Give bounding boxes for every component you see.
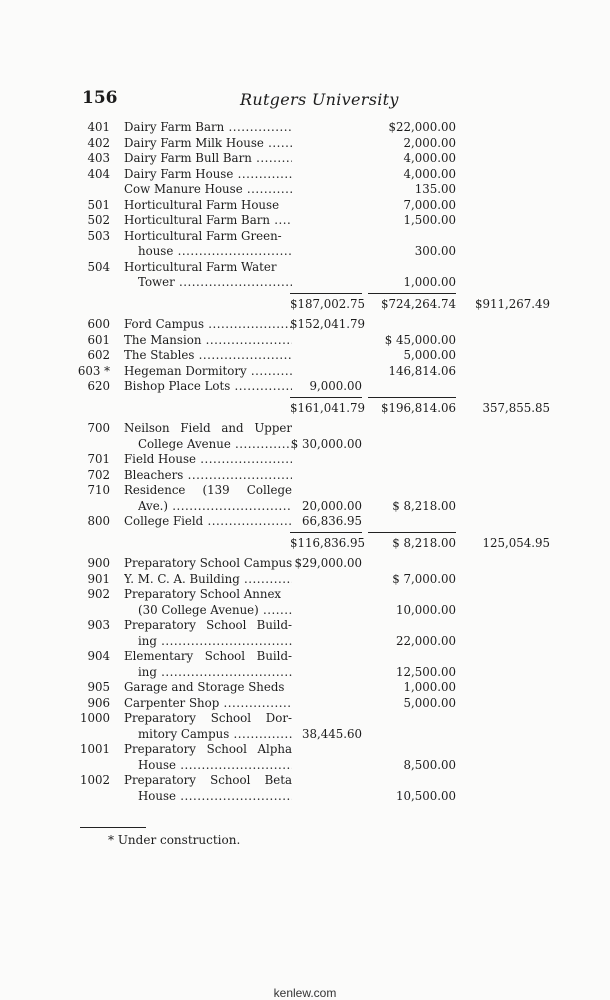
ledger-row: [0, 789, 610, 805]
ledger-row: [0, 151, 610, 167]
rule-line: [368, 532, 456, 534]
rule-line: [290, 293, 362, 295]
item-number: 403: [87, 151, 110, 165]
item-description: Preparatory School Annex: [124, 587, 282, 601]
item-description: Dairy Farm Bull Barn .....: [124, 151, 292, 167]
ledger-row: [0, 421, 610, 437]
item-description: Carpenter Shop .....: [124, 696, 292, 712]
item-description: Residence (139 College: [124, 483, 292, 497]
ledger-row: [0, 120, 610, 136]
item-description: Dairy Farm House .....: [124, 167, 292, 183]
ledger-row: [0, 587, 610, 603]
ledger-row: [0, 275, 610, 291]
ledger-row: [0, 680, 610, 696]
ledger-row: [0, 665, 610, 681]
amount-col-2: 12,500.00: [395, 664, 456, 679]
item-description: ing .....: [138, 665, 292, 681]
rule-line: [290, 532, 362, 534]
item-description: The Stables .....: [124, 348, 292, 364]
item-description: Y. M. C. A. Building .....: [124, 572, 292, 588]
item-number: 701: [87, 452, 110, 466]
ledger-row: [0, 348, 610, 364]
amount-col-2: 8,500.00: [403, 757, 456, 772]
item-description: ing .....: [138, 634, 292, 650]
ledger-row: [0, 773, 610, 789]
item-number: 502: [87, 213, 110, 227]
item-number: 503: [87, 228, 110, 243]
item-description: Preparatory School Campus: [124, 556, 292, 570]
item-description: Dairy Farm Barn .....: [124, 120, 292, 136]
amount-col-2: 300.00: [414, 244, 456, 258]
item-number: 620: [87, 379, 110, 393]
running-head: Rutgers University: [240, 90, 399, 109]
item-description: house .....: [138, 244, 292, 260]
item-description: Ford Campus .....: [124, 317, 292, 333]
item-description: College Avenue .....: [138, 437, 292, 453]
amount-col-2: 135.00: [414, 182, 456, 196]
item-description: mitory Campus .....: [138, 727, 292, 743]
ledger-row: [0, 379, 610, 395]
item-description: Preparatory School Alpha: [124, 742, 292, 756]
ledger-row: [0, 483, 610, 499]
ledger-row: [0, 452, 610, 468]
item-number: 702: [87, 467, 110, 482]
ledger-row: [0, 758, 610, 774]
item-description: Preparatory School Beta: [124, 773, 292, 787]
ledger-row: [0, 696, 610, 712]
amount-col-2: $ 7,000.00: [392, 571, 456, 586]
ledger-row: [0, 572, 610, 588]
amount-col-1: 9,000.00: [309, 379, 362, 393]
item-description: (30 College Avenue) .....: [138, 603, 292, 619]
amount-col-2: 4,000.00: [403, 166, 456, 181]
amount-col-2: 10,000.00: [395, 602, 456, 617]
amount-col-3: $911,267.49: [474, 296, 550, 311]
item-description: Horticultural Farm Water: [124, 259, 277, 274]
amount-col-1: $ 30,000.00: [290, 436, 362, 451]
item-description: Field House .....: [124, 452, 292, 468]
subtotal-row: [0, 297, 610, 313]
amount-col-1: $187,002.75: [290, 296, 366, 311]
item-number: 905: [87, 680, 110, 694]
amount-col-2: 5,000.00: [403, 348, 456, 362]
item-number: 601: [87, 332, 110, 347]
ledger-row: [0, 556, 610, 572]
amount-col-2: 22,000.00: [395, 633, 456, 648]
item-description: House .....: [138, 789, 292, 805]
rule-line: [290, 397, 362, 399]
amount-col-1: 20,000.00: [301, 498, 362, 513]
item-description: Cow Manure House .....: [124, 182, 292, 198]
amount-col-1: $161,041.79: [290, 400, 366, 415]
ledger-row: [0, 260, 610, 276]
subtotal-row: [0, 536, 610, 552]
rule-line: [368, 293, 456, 295]
ledger-row: [0, 649, 610, 665]
item-description: Neilson Field and Upper: [124, 421, 292, 435]
amount-col-2: 1,000.00: [403, 680, 456, 694]
amount-col-2: $ 45,000.00: [384, 332, 456, 347]
item-description: Elementary School Build-: [124, 649, 292, 663]
item-description: Bleachers .....: [124, 468, 292, 484]
item-description: Garage and Storage Sheds: [124, 680, 285, 694]
ledger-row: [0, 198, 610, 214]
item-description: Dairy Farm Milk House .....: [124, 136, 292, 152]
item-number: 603 *: [77, 363, 110, 378]
ledger-row: [0, 468, 610, 484]
item-number: 900: [87, 556, 110, 570]
ledger-row: [0, 603, 610, 619]
item-number: 1000: [79, 711, 110, 725]
amount-col-2: 2,000.00: [403, 135, 456, 150]
amount-col-2: 7,000.00: [403, 197, 456, 212]
item-number: 402: [87, 135, 110, 150]
item-number: 710: [87, 483, 110, 497]
amount-col-3: 125,054.95: [482, 535, 550, 550]
amount-col-1: $29,000.00: [294, 556, 362, 570]
amount-col-2: $724,264.74: [380, 296, 456, 311]
amount-col-2: $ 8,218.00: [392, 498, 456, 513]
item-description: House .....: [138, 758, 292, 774]
footnote: * Under construction.: [108, 833, 241, 847]
item-description: Horticultural Farm House: [124, 197, 280, 212]
ledger-row: [0, 364, 610, 380]
item-description: College Field .....: [124, 514, 292, 530]
ledger-row: [0, 437, 610, 453]
item-description: Horticultural Farm Barn .....: [124, 213, 292, 229]
ledger-row: [0, 317, 610, 333]
ledger-row: [0, 167, 610, 183]
watermark: kenlew.com: [273, 986, 337, 1000]
item-description: The Mansion .....: [124, 333, 292, 349]
page-number: 156: [82, 88, 118, 108]
page-header: [0, 88, 610, 112]
amount-col-3: 357,855.85: [482, 400, 550, 415]
item-number: 504: [87, 259, 110, 274]
item-number: 1001: [79, 742, 110, 756]
item-description: Hegeman Dormitory .....: [124, 364, 292, 380]
ledger-row: [0, 727, 610, 743]
ledger-row: [0, 333, 610, 349]
amount-col-1: 38,445.60: [301, 726, 362, 741]
item-number: 700: [87, 421, 110, 435]
amount-col-1: 66,836.95: [301, 514, 362, 528]
item-number: 600: [87, 317, 110, 331]
item-number: 404: [87, 166, 110, 181]
ledger-row: [0, 634, 610, 650]
item-number: 501: [87, 197, 110, 212]
footnote-rule: [80, 827, 146, 828]
ledger-row: [0, 711, 610, 727]
item-number: 902: [87, 587, 110, 601]
ledger-row: [0, 182, 610, 198]
ledger-row: [0, 213, 610, 229]
item-description: Bishop Place Lots .....: [124, 379, 292, 395]
item-number: 903: [87, 618, 110, 632]
amount-col-1: $116,836.95: [290, 535, 366, 550]
item-description: Ave.) .....: [138, 499, 292, 515]
amount-col-2: $ 8,218.00: [392, 535, 456, 550]
amount-col-2: 5,000.00: [403, 695, 456, 710]
ledger-row: [0, 618, 610, 634]
item-description: Preparatory School Build-: [124, 618, 292, 632]
item-number: 1002: [79, 773, 110, 787]
item-description: Horticultural Farm Green-: [124, 228, 282, 243]
amount-col-2: $22,000.00: [388, 120, 456, 134]
amount-col-1: $152,041.79: [290, 317, 366, 331]
item-number: 901: [87, 571, 110, 586]
item-number: 906: [87, 695, 110, 710]
ledger-row: [0, 514, 610, 530]
item-number: 904: [87, 649, 110, 663]
ledger-row: [0, 229, 610, 245]
item-number: 401: [87, 120, 110, 134]
ledger-row: [0, 136, 610, 152]
ledger-table: [0, 120, 610, 804]
amount-col-2: 146,814.06: [388, 363, 456, 378]
item-number: 800: [87, 514, 110, 528]
ledger-row: [0, 244, 610, 260]
amount-col-2: 1,000.00: [403, 275, 456, 289]
amount-col-2: 4,000.00: [403, 151, 456, 165]
amount-col-2: 10,500.00: [395, 788, 456, 803]
item-description: Tower .....: [138, 275, 292, 291]
ledger-row: [0, 499, 610, 515]
item-number: 602: [87, 348, 110, 362]
subtotal-row: [0, 401, 610, 417]
amount-col-2: $196,814.06: [380, 400, 456, 415]
item-description: Preparatory School Dor-: [124, 711, 292, 725]
amount-col-2: 1,500.00: [403, 213, 456, 227]
rule-line: [368, 397, 456, 399]
ledger-row: [0, 742, 610, 758]
